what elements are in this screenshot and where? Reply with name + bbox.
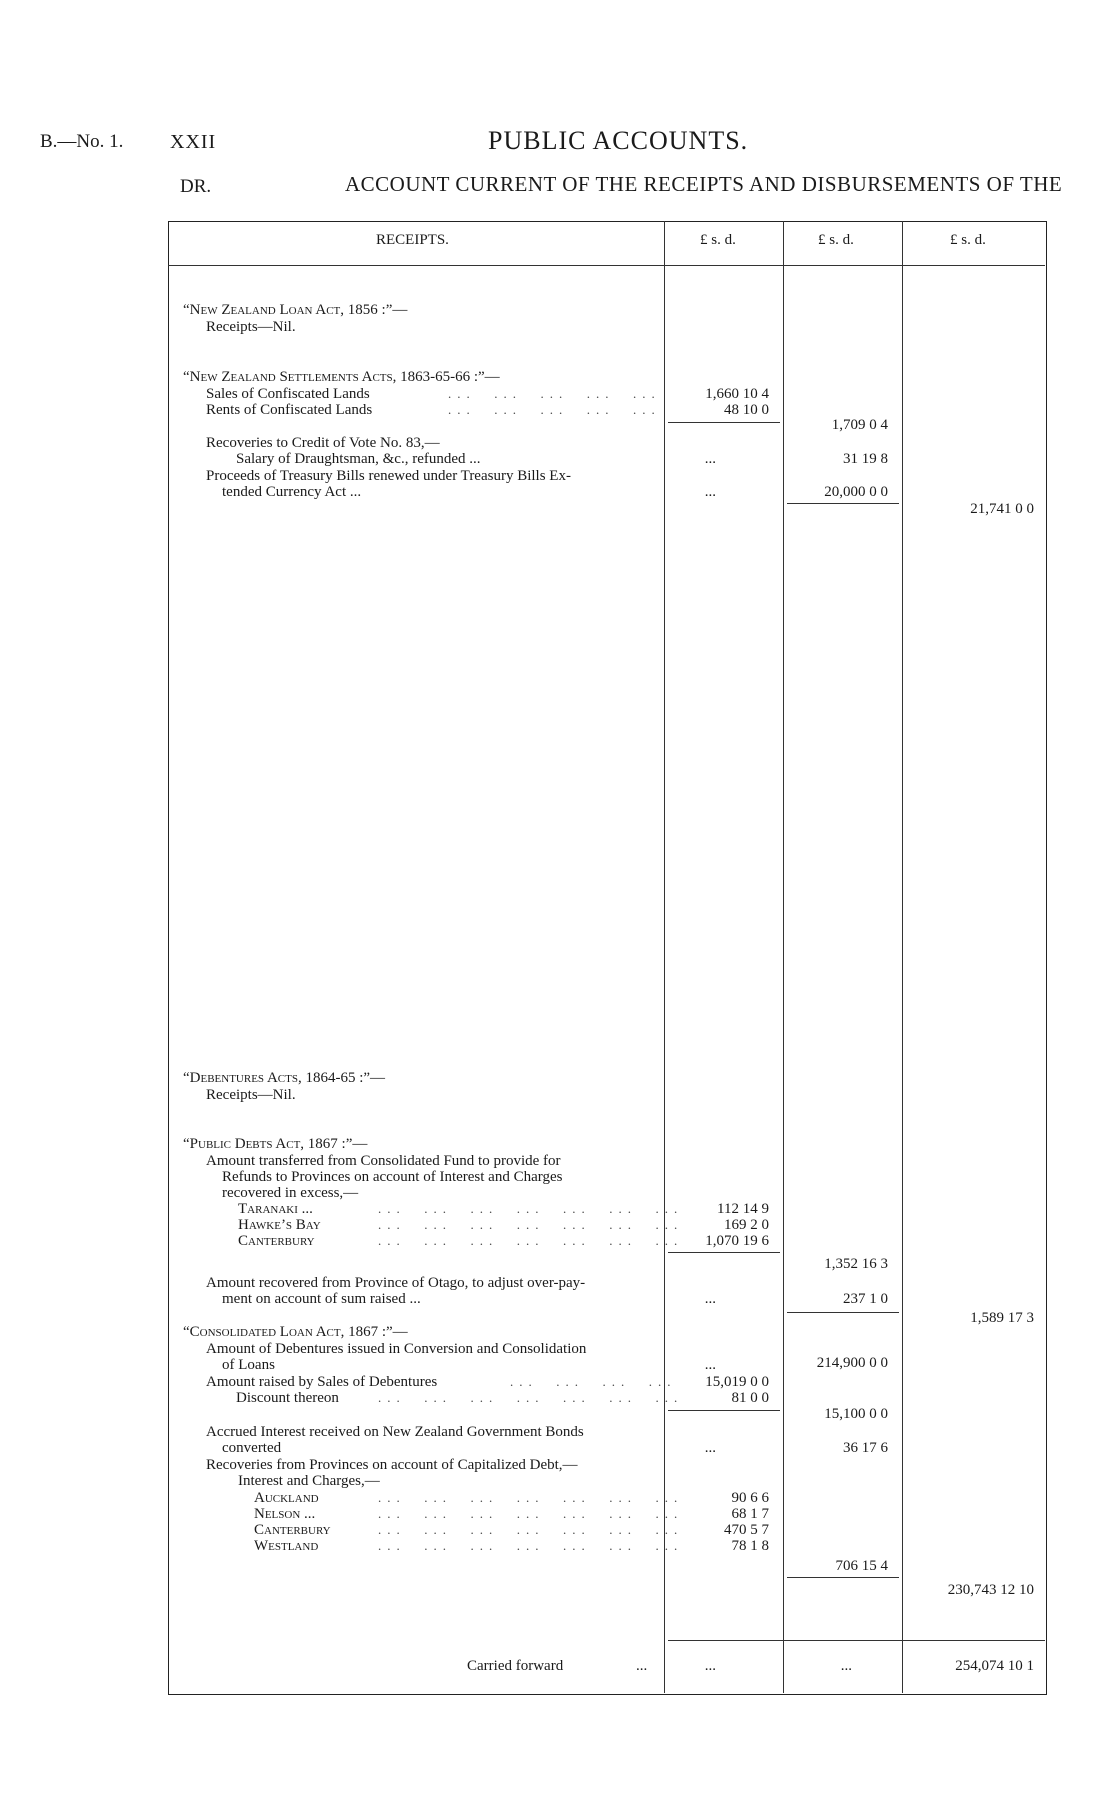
leader-dots: ... ... ... ... ... ... ... bbox=[378, 1201, 684, 1216]
westland-amount: 78 1 8 bbox=[731, 1538, 769, 1554]
carried-forward-total: 254,074 10 1 bbox=[955, 1658, 1034, 1674]
leader-dots: ... ... ... ... ... ... ... bbox=[378, 1233, 684, 1248]
amount-column-header-1: £ s. d. bbox=[700, 232, 736, 248]
receipts-column-header: RECEIPTS. bbox=[376, 232, 449, 248]
proceeds-treasury-amount: 20,000 0 0 bbox=[824, 484, 888, 500]
otago-recovery-label-2: ment on account of sum raised ... bbox=[222, 1291, 421, 1307]
debentures-receipts: Receipts—Nil. bbox=[206, 1087, 296, 1103]
otago-recovery-label-1: Amount recovered from Province of Otago, to adjust over-pay- bbox=[206, 1275, 586, 1291]
discount-amount: 81 0 0 bbox=[731, 1390, 769, 1406]
leader-dots: ... ... ... ... ... ... ... bbox=[378, 1522, 684, 1537]
subtotal-rule bbox=[668, 422, 780, 423]
carried-forward-dots: ... bbox=[636, 1658, 648, 1674]
sales-confiscated-amount: 1,660 10 4 bbox=[705, 386, 769, 402]
section-title-nz-settlements: “New Zealand Settlements Acts, 1863-65-66 :”— bbox=[183, 369, 500, 385]
nelson-amount: 68 1 7 bbox=[731, 1506, 769, 1522]
column-divider bbox=[902, 221, 903, 1693]
hawkes-bay-label: Hawke’s Bay bbox=[238, 1217, 321, 1233]
account-title: ACCOUNT CURRENT OF THE RECEIPTS AND DISBURSEMENTS OF THE bbox=[345, 172, 1063, 196]
proceeds-treasury-label-1: Proceeds of Treasury Bills renewed under Treasury Bills Ex- bbox=[206, 468, 571, 484]
public-debts-text-1: Amount transferred from Consolidated Fund to provide for bbox=[206, 1153, 561, 1169]
section-title-nz-loan: “New Zealand Loan Act, 1856 :”— bbox=[183, 302, 408, 318]
section-title-consolidated-loan: “Consolidated Loan Act, 1867 :”— bbox=[183, 1324, 408, 1340]
carried-forward-label: Carried forward bbox=[467, 1658, 564, 1674]
column-divider bbox=[783, 221, 784, 1693]
consolidated-total: 230,743 12 10 bbox=[947, 1582, 1034, 1598]
auckland-label: Auckland bbox=[254, 1490, 319, 1506]
hawkes-bay-amount: 169 2 0 bbox=[724, 1217, 769, 1233]
westland-label: Westland bbox=[254, 1538, 319, 1554]
recoveries-vote-label: Recoveries to Credit of Vote No. 83,— bbox=[206, 435, 440, 451]
nelson-label: Nelson ... bbox=[254, 1506, 316, 1522]
section-title-public-debts: “Public Debts Act, 1867 :”— bbox=[183, 1136, 368, 1152]
column-divider bbox=[664, 221, 665, 1693]
otago-recovery-dash: ... bbox=[704, 1291, 716, 1307]
salary-draughtsman-amount: 31 19 8 bbox=[843, 451, 888, 467]
sales-debentures-amount: 15,019 0 0 bbox=[705, 1374, 769, 1390]
canterbury-amount: 1,070 19 6 bbox=[705, 1233, 769, 1249]
carried-rule bbox=[668, 1640, 1045, 1641]
taranaki-amount: 112 14 9 bbox=[717, 1201, 769, 1217]
total-rule bbox=[787, 503, 899, 504]
debentures-issued-amount: 214,900 0 0 bbox=[816, 1355, 888, 1371]
accrued-interest-label-2: converted bbox=[222, 1440, 282, 1456]
debentures-issued-label-1: Amount of Debentures issued in Conversion and Consolidation bbox=[206, 1341, 587, 1357]
public-debts-subtotal: 1,352 16 3 bbox=[824, 1256, 888, 1272]
debit-label: DR. bbox=[180, 176, 212, 197]
section-title-debentures: “Debentures Acts, 1864-65 :”— bbox=[183, 1070, 386, 1086]
public-debts-text-2: Refunds to Provinces on account of Interest and Charges bbox=[222, 1169, 563, 1185]
recoveries-provinces-label-2: Interest and Charges,— bbox=[238, 1473, 380, 1489]
sales-confiscated-label: Sales of Confiscated Lands bbox=[206, 386, 370, 402]
nz-loan-receipts: Receipts—Nil. bbox=[206, 319, 296, 335]
taranaki-label: Taranaki ... bbox=[238, 1201, 313, 1217]
amount-column-header-2: £ s. d. bbox=[818, 232, 854, 248]
carried-col1-dash: ... bbox=[704, 1658, 716, 1674]
proceeds-treasury-dash: ... bbox=[704, 484, 716, 500]
document-reference: B.—No. 1. bbox=[40, 131, 124, 152]
accrued-interest-dash: ... bbox=[704, 1440, 716, 1456]
page-number: XXII bbox=[170, 131, 217, 153]
canterbury-recovery-amount: 470 5 7 bbox=[724, 1522, 769, 1538]
subtotal-rule bbox=[668, 1252, 780, 1253]
recoveries-total: 706 15 4 bbox=[835, 1558, 888, 1574]
leader-dots: ... ... ... ... ... bbox=[448, 402, 661, 417]
leader-dots: ... ... ... ... ... ... ... bbox=[378, 1217, 684, 1232]
debentures-issued-dash: ... bbox=[704, 1357, 716, 1373]
leader-dots: ... ... ... ... ... ... ... bbox=[378, 1506, 684, 1521]
canterbury-recovery-label: Canterbury bbox=[254, 1522, 331, 1538]
settlements-subtotal: 1,709 0 4 bbox=[831, 417, 888, 433]
salary-draughtsman-dash: ... bbox=[704, 451, 716, 467]
settlements-total: 21,741 0 0 bbox=[970, 501, 1034, 517]
leader-dots: ... ... ... ... ... ... ... bbox=[378, 1390, 684, 1405]
leader-dots: ... ... ... ... ... ... ... bbox=[378, 1538, 684, 1553]
canterbury-label: Canterbury bbox=[238, 1233, 315, 1249]
accrued-interest-amount: 36 17 6 bbox=[843, 1440, 888, 1456]
rents-confiscated-amount: 48 10 0 bbox=[724, 402, 769, 418]
otago-recovery-amount: 237 1 0 bbox=[843, 1291, 888, 1307]
leader-dots: ... ... ... ... bbox=[510, 1374, 677, 1389]
auckland-amount: 90 6 6 bbox=[731, 1490, 769, 1506]
public-debts-total: 1,589 17 3 bbox=[970, 1310, 1034, 1326]
leader-dots: ... ... ... ... ... bbox=[448, 386, 661, 401]
debentures-net-amount: 15,100 0 0 bbox=[824, 1406, 888, 1422]
debentures-issued-label-2: of Loans bbox=[222, 1357, 275, 1373]
header-rule bbox=[168, 265, 1045, 266]
discount-label: Discount thereon bbox=[236, 1390, 339, 1406]
recoveries-provinces-label-1: Recoveries from Provinces on account of Capitalized Debt,— bbox=[206, 1457, 578, 1473]
carried-col2-dash: ... bbox=[840, 1658, 852, 1674]
total-rule bbox=[787, 1577, 899, 1578]
total-rule bbox=[787, 1312, 899, 1313]
page-title: PUBLIC ACCOUNTS. bbox=[488, 126, 749, 155]
proceeds-treasury-label-2: tended Currency Act ... bbox=[222, 484, 362, 500]
sales-debentures-label: Amount raised by Sales of Debentures bbox=[206, 1374, 438, 1390]
subtotal-rule bbox=[668, 1410, 780, 1411]
rents-confiscated-label: Rents of Confiscated Lands bbox=[206, 402, 373, 418]
amount-column-header-3: £ s. d. bbox=[950, 232, 986, 248]
public-debts-text-3: recovered in excess,— bbox=[222, 1185, 359, 1201]
accrued-interest-label-1: Accrued Interest received on New Zealand Government Bonds bbox=[206, 1424, 584, 1440]
leader-dots: ... ... ... ... ... ... ... bbox=[378, 1490, 684, 1505]
salary-draughtsman-label: Salary of Draughtsman, &c., refunded ... bbox=[236, 451, 481, 467]
